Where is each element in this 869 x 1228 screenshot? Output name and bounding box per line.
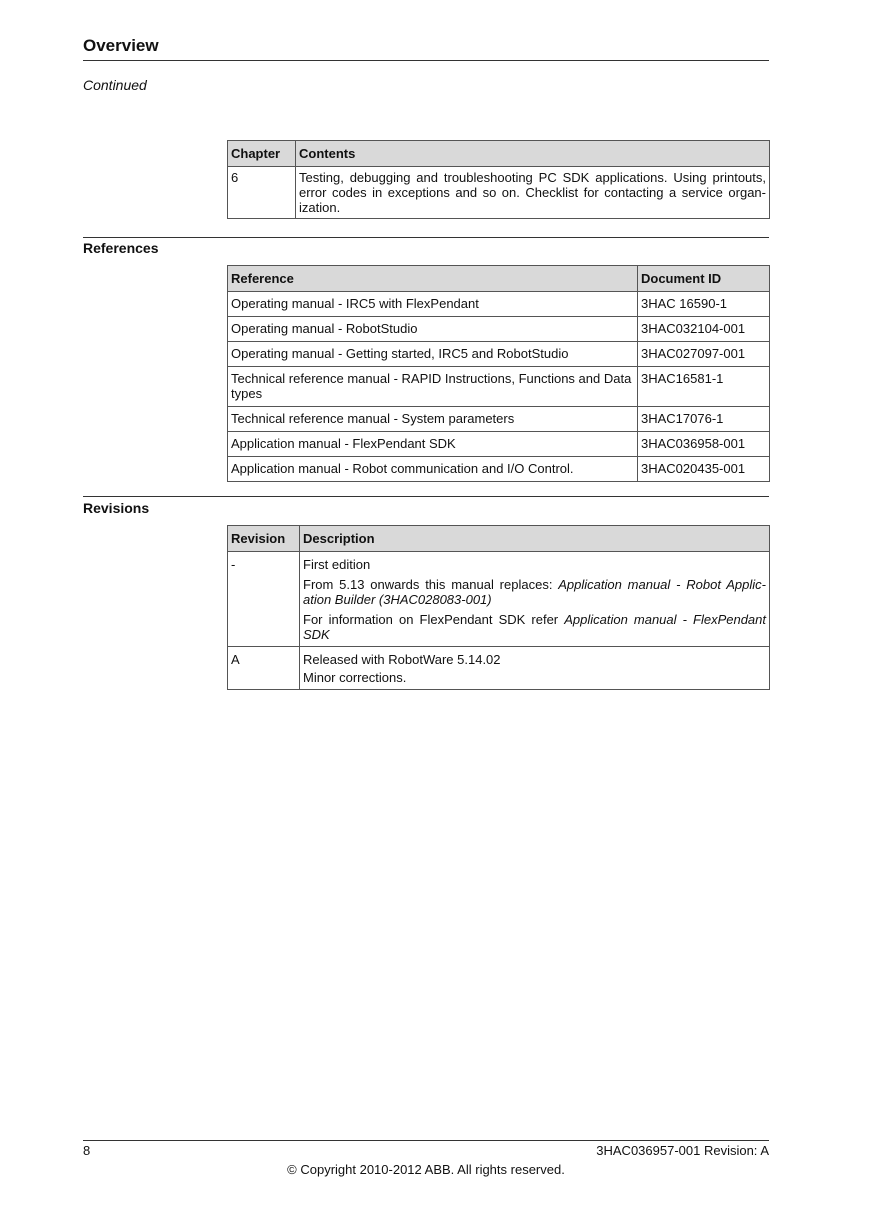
revision-id: - [228,552,300,647]
revisions-rule [83,496,769,497]
table-row [228,367,770,407]
reference-title: Application manual - FlexPendant SDK [228,432,638,457]
revision-description [300,552,770,647]
table-header-row [228,141,770,167]
continued-label: Continued [83,77,147,93]
table-row [228,292,770,317]
revision-id: A [228,647,300,690]
column-header-reference: Reference [228,266,638,292]
table-row [228,167,770,219]
chapter-table [227,140,770,219]
references-rule [83,237,769,238]
revisions-heading: Revisions [83,500,150,516]
referenced-manual-title: Application manual - FlexPendant SDK [303,612,766,642]
reference-title: Technical reference manual - RAPID Instructions, Functions and Data types [228,367,638,407]
table-row [228,407,770,432]
chapter-number: 6 [228,167,296,219]
copyright-notice: © Copyright 2010-2012 ABB. All rights reserved. [287,1162,565,1177]
table-row [228,457,770,482]
footer-rule [83,1140,769,1141]
table-row [228,647,770,690]
reference-title: Operating manual - IRC5 with FlexPendant [228,292,638,317]
page-number: 8 [83,1143,91,1158]
revision-line [303,612,766,642]
column-header-chapter: Chapter [228,141,296,167]
references-heading: References [83,240,159,256]
document-id: 3HAC 16590-1 [638,292,770,317]
column-header-revision: Revision [228,526,300,552]
table-header-row [228,266,770,292]
document-id: 3HAC032104-001 [638,317,770,342]
revision-text: For information on FlexPendant SDK refer [303,612,565,627]
table-row [228,317,770,342]
reference-title: Operating manual - Getting started, IRC5 and RobotStudio [228,342,638,367]
revision-text: From 5.13 onwards this manual replaces: [303,577,559,592]
document-id: 3HAC020435-001 [638,457,770,482]
header-rule [83,60,769,61]
column-header-contents: Contents [296,141,770,167]
revision-line: Minor corrections. [303,670,407,685]
reference-title: Technical reference manual - System parameters [228,407,638,432]
document-id: 3HAC17076-1 [638,407,770,432]
table-row [228,552,770,647]
reference-title: Operating manual - RobotStudio [228,317,638,342]
revisions-table [227,525,770,690]
table-header-row [228,526,770,552]
column-header-document-id: Document ID [638,266,770,292]
chapter-contents: Testing, debugging and troubleshooting PC SDK applications. Using printouts, error codes in exceptions and so on. Checklist for contacting a service organ-ization. [296,167,770,219]
document-revision: 3HAC036957-001 Revision: A [596,1143,769,1158]
table-row [228,432,770,457]
column-header-description: Description [300,526,770,552]
references-table [227,265,770,482]
document-id: 3HAC16581-1 [638,367,770,407]
reference-title: Application manual - Robot communication and I/O Control. [228,457,638,482]
page-title: Overview [83,36,159,55]
revision-line: Released with RobotWare 5.14.02 [303,652,501,667]
document-id: 3HAC027097-001 [638,342,770,367]
document-id: 3HAC036958-001 [638,432,770,457]
replaced-manual-title: Application manual - Robot Applic-ation Builder (3HAC028083-001) [303,577,766,607]
revision-description [300,647,770,690]
revision-line [303,577,766,607]
table-row [228,342,770,367]
revision-line: First edition [303,557,371,572]
